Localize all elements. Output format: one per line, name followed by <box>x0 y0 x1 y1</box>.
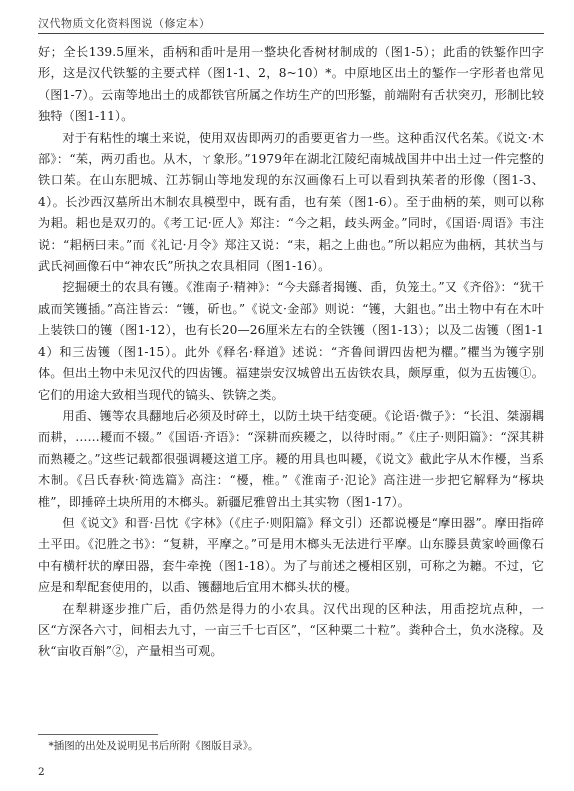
paragraph-4: 用臿、镬等农具翻地后必须及时碎土，以防土块干结变硬。《论语·微子》：“长沮、桀溺耦而耕，……耰而不辍。”《国语·齐语》：“深耕而疾耰之，以待时雨。”《庄子·则阳篇》：“深其耕而熟耰之。”这些记载都很强调耰这道工序。耰的用具也叫耰，《说文》截此字从木作櫌，当系木制。《吕氏春秋·简选篇》高注：“櫌，椎。”《淮南子·氾论》高注进一步把它解释为“椓块椎”，即捶碎土块所用的木榔头。新疆尼雅曾出土其实物（图1-17）。 <box>38 408 544 509</box>
paragraph-6: 在犁耕逐步推广后，臿仍然是得力的小农具。汉代出现的区种法，用臿挖坑点种，一区“方深各六寸，间相去九寸，一亩三千七百区”，“区种粟二十粒”。粪种合土，负水浇稼。及秋“亩收百斛”②，产量相当可观。 <box>38 601 544 659</box>
running-header <box>38 12 544 32</box>
page-number: 2 <box>38 766 45 778</box>
footnote <box>38 738 544 754</box>
body-text <box>38 42 544 663</box>
paragraph-1: 好；全长139.5厘米，臿柄和臿叶是用一整块化香树材制成的（图1-5）；此臿的铁錾作凹字形，这是汉代铁錾的主要式样（图1-1、2，8~10）*。中原地区出土的錾作一字形者也常见（图1-7）。云南等地出土的成都铁官所属之作坊生产的凹形錾，前端附有舌状突刃，形制比较独特（图1-11）。 <box>38 45 544 124</box>
paragraph-2: 对于有粘性的壤土来说，使用双齿即两刃的臿要更省力一些。这种臿汉代名茱。《说文·木部》：“茱，两刃臿也。从木，ㄚ象形。”1979年在湖北江陵纪南城战国井中出土过一件完整的铁口茱。在山东肥城、江苏铜山等地发现的东汉画像石上可以看到执茱者的形像（图1-3、4）。长沙西汉墓所出木制农具模型中，既有臿，也有茱（图1-6）。至于曲柄的茱，则可以称为耜。耜也是双刃的。《考工记·匠人》郑注：“今之耜，歧头两金。”同时，《国语·周语》韦注说：“耜柄曰耒。”而《礼记·月令》郑注又说：“耒，耜之上曲也。”所以耜应为曲柄，其状当与武氏祠画像石中“神农氏”所执之农具相同（图1-16）。 <box>38 130 544 274</box>
paragraph-3: 挖掘硬土的农具有镬。《淮南子·精神》：“今夫繇者揭镬、臿，负笼土。”又《齐俗》：“犹干戚而笑镬插。”高注皆云：“镬，斫也。”《说文·金部》则说：“镬，大鉏也。”出土物中有在木叶上装铁口的镬（图1-12），也有长20—26厘米左右的全铁镬（图1-13）；以及二齿镬（图1-14）和三齿镬（图1-15）。此外《释名·释道》述说：“齐鲁间谓四齿杷为欋。”欋当为镬字别体。但出土物中未见汉代的四齿镬。福建崇安汉城曾出五齿铁农具，颇厚重，似为五齿镬①。它们的用途大致相当现代的镐头、铁锛之类。 <box>38 280 544 402</box>
header-divider <box>38 33 544 34</box>
footnote-text: *插图的出处及说明见书后所附《图版目录》。 <box>48 740 259 752</box>
book-title: 汉代物质文化资料图说（修定本） <box>38 17 211 30</box>
footnote-divider <box>38 734 158 735</box>
paragraph-5: 但《说文》和晋·吕忱《字林》（《庄子·则阳篇》释文引）还都说櫌是“摩田器”。摩田指碎土平田。《氾胜之书》：“复耕，平摩之。”可是用木榔头无法进行平摩。山东滕县黄家岭画像石中有横杆状的摩田器，套牛牵挽（图1-18）。为了与前述之櫌相区别，可称之为耱。不过，它应是和犁配套使用的，以臿、镬翻地后宜用木榔头状的櫌。 <box>38 515 544 595</box>
